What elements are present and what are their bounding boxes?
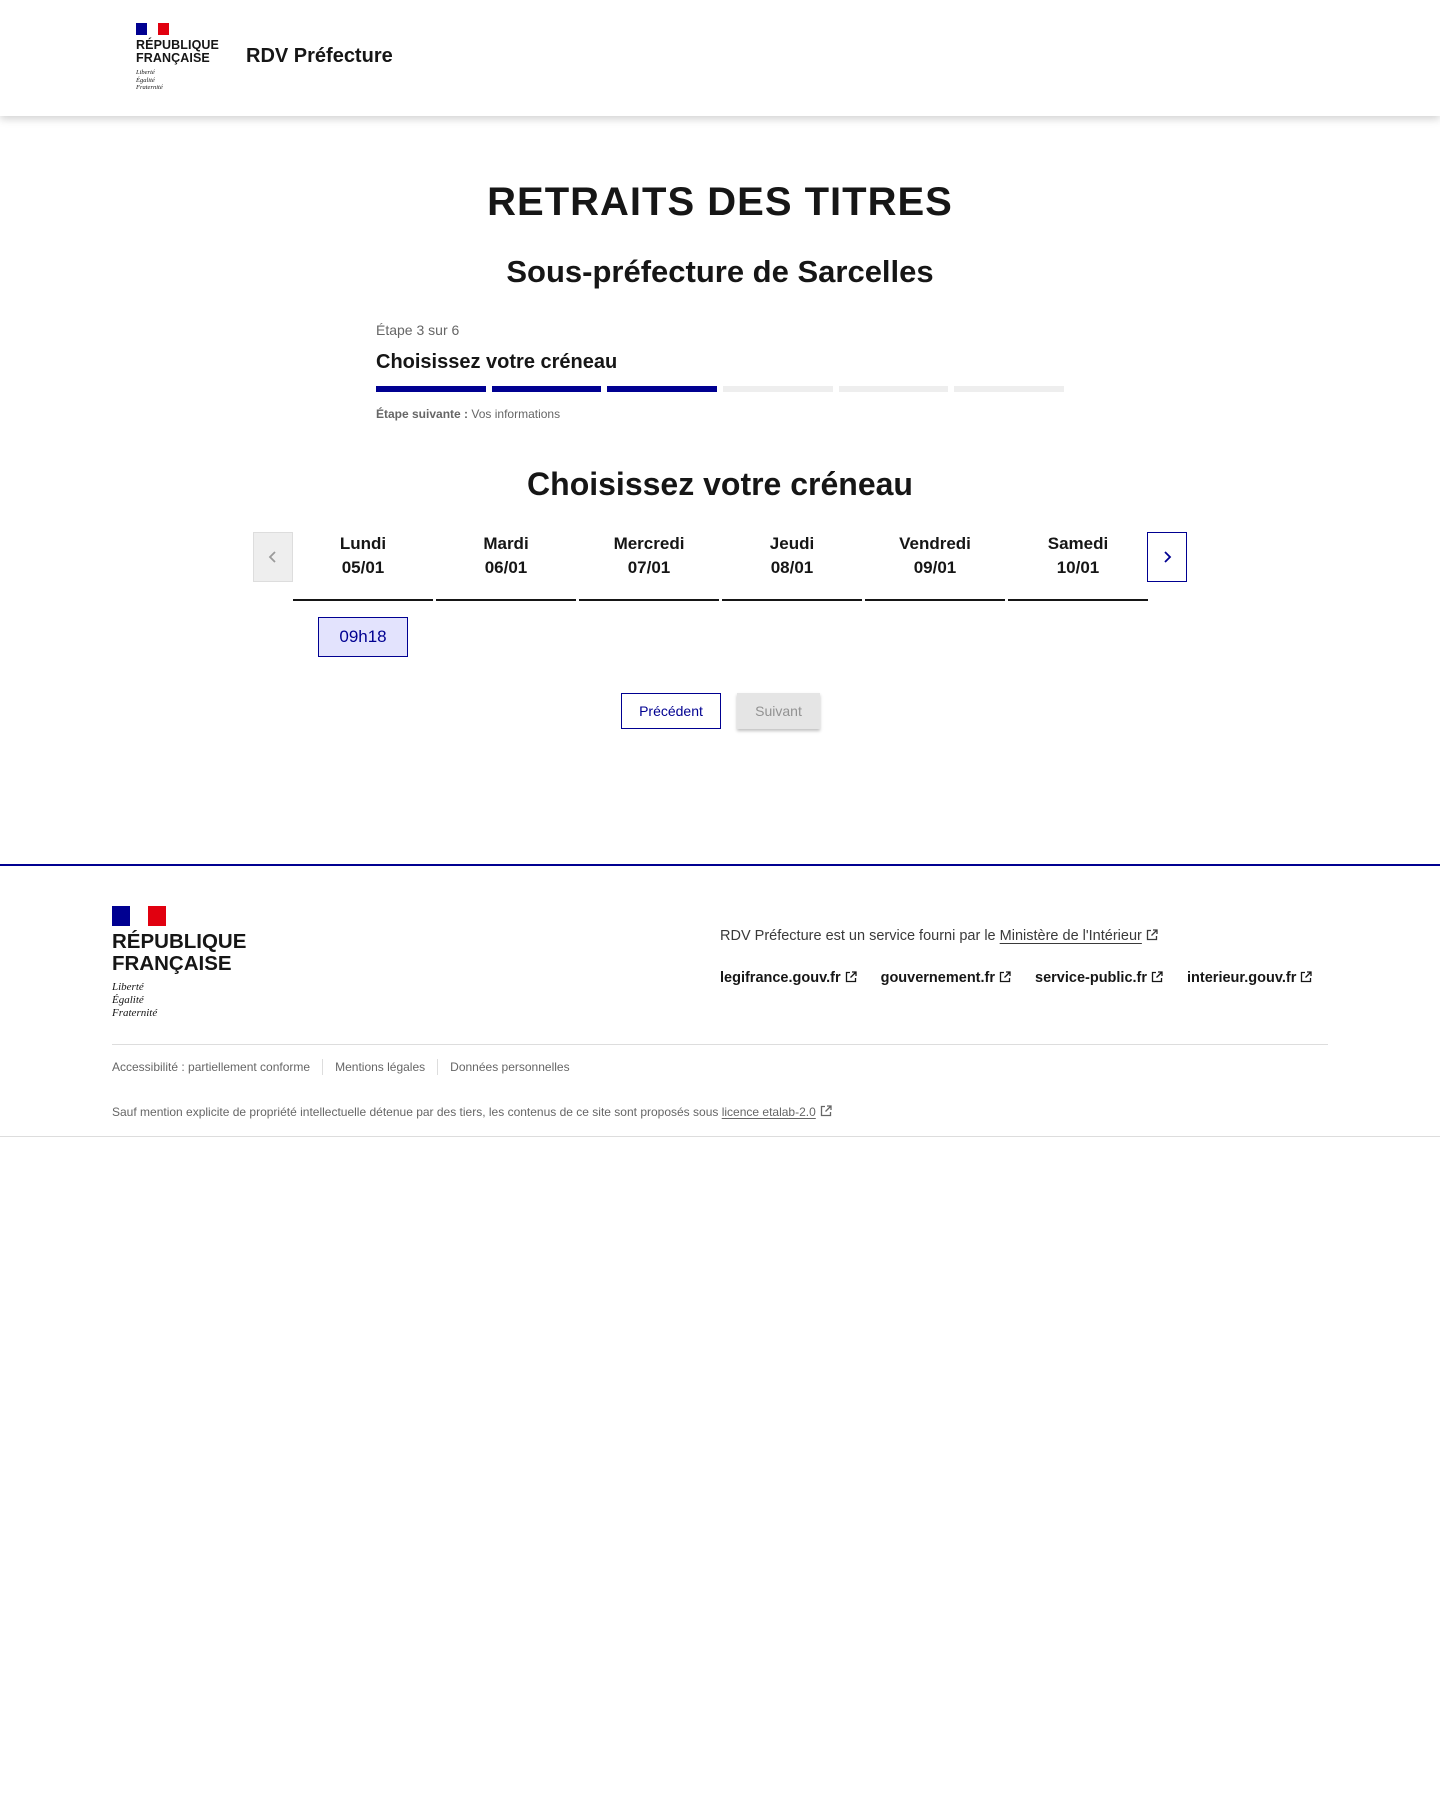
external-link-icon bbox=[820, 1105, 832, 1117]
motto-fraternite: Fraternité bbox=[112, 1007, 158, 1019]
republique-francaise-logo[interactable] bbox=[136, 23, 219, 92]
motto-liberte: Liberté bbox=[136, 69, 155, 76]
external-link-icon bbox=[1146, 929, 1158, 941]
day-column bbox=[436, 532, 576, 601]
stepper-segment bbox=[376, 386, 486, 392]
stepper-segment bbox=[607, 386, 717, 392]
page-subtitle: Sous-préfecture de Sarcelles bbox=[506, 254, 934, 289]
stepper-next-step bbox=[376, 407, 1064, 421]
stepper-state: Étape 3 sur 6 bbox=[376, 322, 460, 338]
footer-license bbox=[112, 1105, 832, 1119]
day-date: 06/01 bbox=[484, 558, 528, 577]
donnees-personnelles-link[interactable]: Données personnelles bbox=[437, 1059, 581, 1075]
legifrance-link[interactable]: legifrance.gouv.fr bbox=[720, 970, 857, 986]
stepper-next-value: Vos informations bbox=[471, 407, 561, 421]
footer-divider bbox=[112, 1044, 1328, 1045]
accessibilite-link[interactable]: Accessibilité : partiellement conforme bbox=[112, 1060, 311, 1074]
site-header bbox=[0, 0, 1440, 116]
day-date: 08/01 bbox=[770, 558, 814, 577]
gouvernement-link[interactable]: gouvernement.fr bbox=[881, 970, 1011, 986]
stepper-segment bbox=[723, 386, 833, 392]
french-flag-icon bbox=[112, 906, 262, 926]
day-column bbox=[722, 532, 862, 601]
next-week-button[interactable] bbox=[1147, 532, 1187, 582]
stepper-segment bbox=[492, 386, 602, 392]
external-link-icon bbox=[845, 971, 857, 983]
logo-line-2: FRANÇAISE bbox=[136, 51, 210, 65]
day-date: 10/01 bbox=[1056, 558, 1100, 577]
motto-egalite: Égalité bbox=[136, 76, 155, 84]
day-column bbox=[293, 532, 433, 601]
day-name: Samedi bbox=[1047, 534, 1109, 553]
site-footer bbox=[0, 864, 1440, 1137]
footer-links bbox=[720, 970, 1312, 986]
external-link-icon bbox=[1300, 971, 1312, 983]
day-column bbox=[865, 532, 1005, 601]
stepper-title: Choisissez votre créneau bbox=[376, 351, 618, 373]
service-public-link[interactable]: service-public.fr bbox=[1035, 970, 1163, 986]
day-name: Vendredi bbox=[899, 534, 971, 553]
site-title[interactable]: RDV Préfecture bbox=[246, 45, 393, 67]
day-columns bbox=[293, 532, 1148, 601]
previous-week-button[interactable] bbox=[253, 532, 293, 582]
day-column bbox=[1008, 532, 1148, 601]
page-title: RETRAITS DES TITRES bbox=[487, 180, 953, 224]
french-flag-icon bbox=[136, 23, 216, 35]
day-name: Lundi bbox=[339, 534, 387, 553]
motto-liberte: Liberté bbox=[112, 981, 144, 993]
republique-francaise-footer-logo[interactable] bbox=[112, 906, 262, 1020]
day-date: 05/01 bbox=[341, 558, 385, 577]
mentions-legales-link[interactable]: Mentions légales bbox=[322, 1059, 437, 1075]
licence-etalab-link[interactable]: licence etalab-2.0 bbox=[722, 1105, 832, 1119]
footer-bottom-links bbox=[112, 1059, 582, 1075]
external-link-icon bbox=[1151, 971, 1163, 983]
motto-egalite: Égalité bbox=[112, 994, 144, 1006]
chevron-left-icon bbox=[266, 550, 280, 564]
external-link-icon bbox=[999, 971, 1011, 983]
stepper-progress bbox=[376, 386, 1064, 392]
stepper-segment bbox=[954, 386, 1064, 392]
logo-line-1: RÉPUBLIQUE bbox=[136, 38, 219, 52]
footer-description-text: RDV Préfecture est un service fourni par le bbox=[720, 928, 996, 944]
day-date: 07/01 bbox=[627, 558, 671, 577]
footer-description bbox=[720, 928, 1158, 944]
previous-button[interactable]: Précédent bbox=[621, 693, 721, 729]
chevron-right-icon bbox=[1160, 550, 1174, 564]
next-button[interactable]: Suivant bbox=[737, 693, 820, 729]
logo-line-2: FRANÇAISE bbox=[112, 952, 232, 975]
section-title: Choisissez votre créneau bbox=[527, 466, 913, 502]
day-name: Jeudi bbox=[769, 534, 815, 553]
time-slot-button[interactable]: 09h18 bbox=[318, 617, 408, 657]
license-text: Sauf mention explicite de propriété intellectuelle détenue par des tiers, les contenus de ce site sont proposés sous bbox=[112, 1105, 719, 1119]
day-column bbox=[579, 532, 719, 601]
day-date: 09/01 bbox=[913, 558, 957, 577]
motto-fraternite: Fraternité bbox=[136, 84, 163, 91]
logo-line-1: RÉPUBLIQUE bbox=[112, 930, 247, 953]
interieur-link[interactable]: interieur.gouv.fr bbox=[1187, 970, 1312, 986]
day-name: Mardi bbox=[483, 534, 529, 553]
stepper-segment bbox=[839, 386, 949, 392]
stepper bbox=[376, 322, 1064, 421]
stepper-next-label: Étape suivante : bbox=[376, 407, 469, 421]
day-name: Mercredi bbox=[613, 534, 685, 553]
ministere-interieur-link[interactable]: Ministère de l'Intérieur bbox=[1000, 928, 1158, 944]
